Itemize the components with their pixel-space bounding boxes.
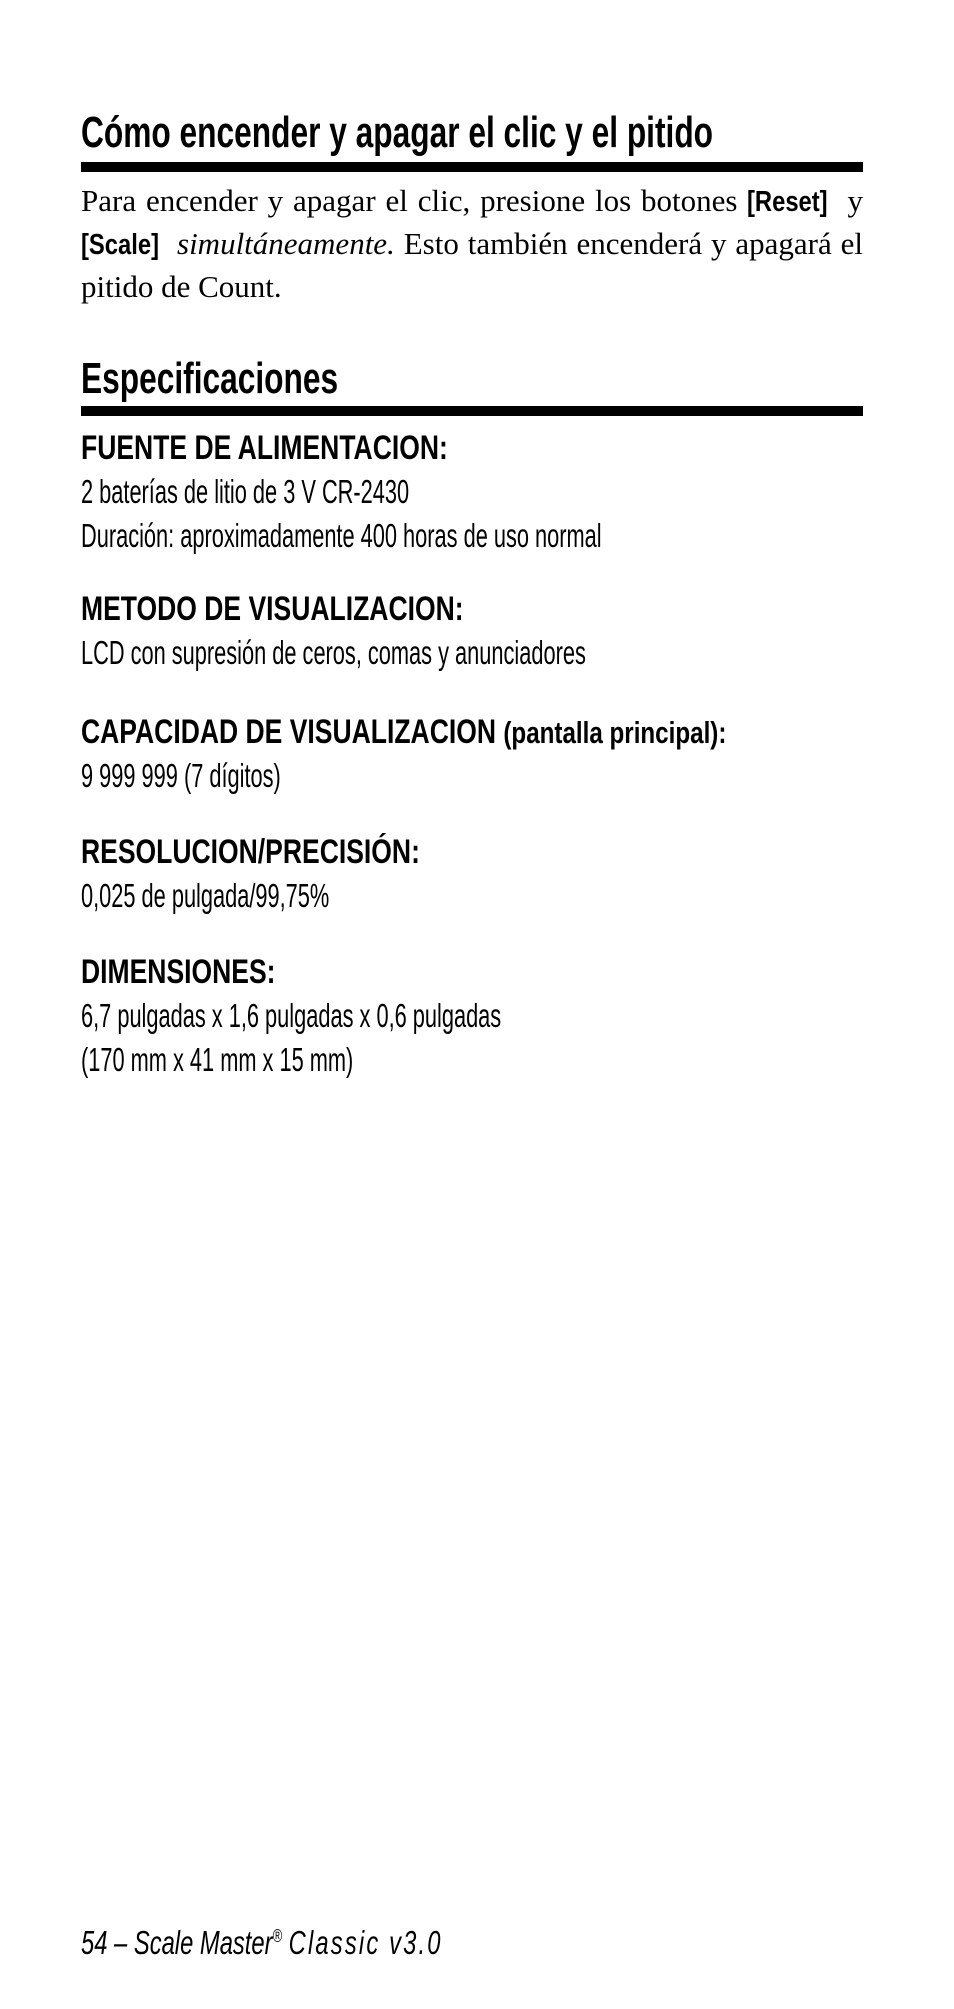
spec-value: (170 mm x 41 mm x 15 mm) — [81, 1041, 354, 1078]
footer-dash: – — [114, 1924, 128, 1961]
spec-value: 6,7 pulgadas x 1,6 pulgadas x 0,6 pulgadas — [81, 997, 502, 1034]
spec-value: Duración: aproximadamente 400 horas de uso normal — [81, 517, 602, 554]
click-beep-paragraph — [81, 180, 863, 308]
spec-value: 9 999 999 (7 dígitos) — [81, 757, 281, 794]
click-beep-title: Cómo encender y apagar el clic y el pitido — [81, 108, 714, 157]
spec-value: 2 baterías de litio de 3 V CR-2430 — [81, 473, 410, 510]
click-beep-heading — [81, 108, 863, 158]
specs-title: Especificaciones — [81, 354, 339, 403]
specs-heading-rule — [81, 406, 863, 416]
paragraph-rest: Esto también encenderá y apagará el pitido de Count. — [81, 226, 863, 304]
spec-display-capacity — [81, 710, 863, 798]
scale-key-label: [Scale] — [81, 229, 159, 261]
registered-mark: ® — [272, 1926, 283, 1946]
paragraph-intro: Para encender y apagar el clic, presione los botones — [81, 183, 738, 218]
paragraph-conj: y — [847, 183, 864, 218]
spec-label: DIMENSIONES: — [81, 953, 276, 991]
spec-label: FUENTE DE ALIMENTACION: — [81, 429, 448, 467]
spec-label: CAPACIDAD DE VISUALIZACION (pantalla principal): — [81, 713, 727, 751]
page-footer — [81, 1920, 583, 1966]
spec-value: LCD con supresión de ceros, comas y anunciadores — [81, 634, 586, 671]
spec-power — [81, 426, 863, 558]
spec-label: METODO DE VISUALIZACION: — [81, 590, 464, 628]
spec-resolution — [81, 830, 863, 918]
spec-value: 0,025 de pulgada/99,75% — [81, 877, 330, 914]
specs-heading — [81, 354, 863, 404]
product-name: Scale Master — [133, 1924, 273, 1961]
spec-label: RESOLUCION/PRECISIÓN: — [81, 833, 420, 871]
click-beep-heading-rule — [81, 162, 863, 172]
reset-key-label: [Reset] — [747, 186, 828, 218]
paragraph-emphasis: simultáneamente. — [177, 226, 395, 261]
page-number: 54 — [81, 1924, 108, 1961]
product-edition: Classic v3.0 — [288, 1924, 443, 1961]
spec-dimensions — [81, 950, 863, 1082]
spec-display-method — [81, 587, 863, 675]
